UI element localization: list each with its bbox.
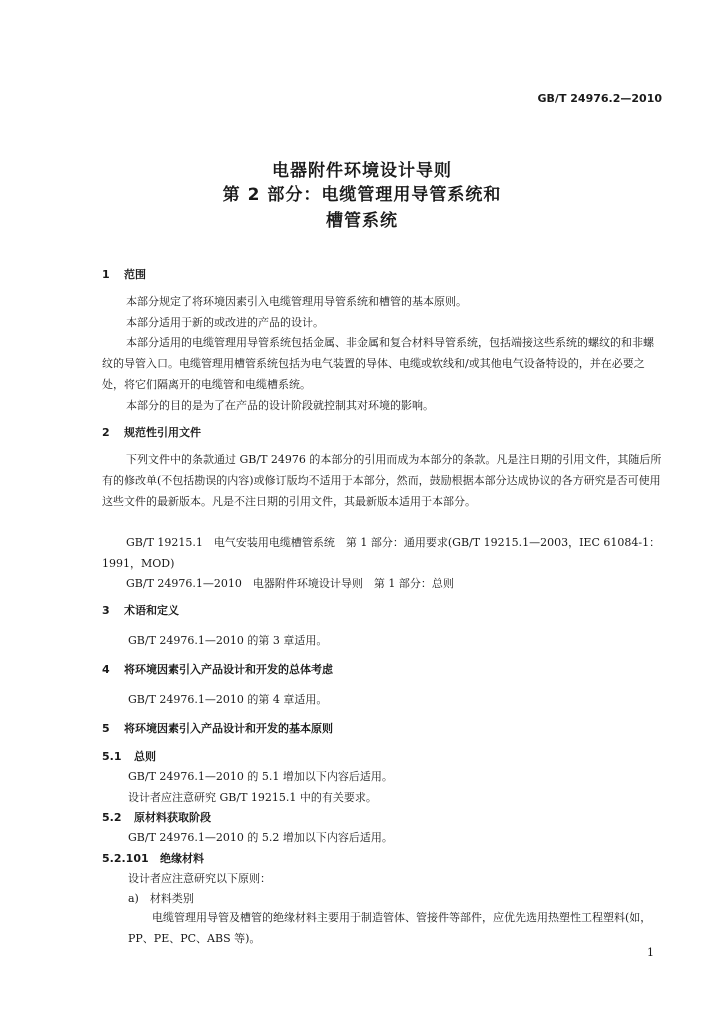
page-number: 1 [647, 946, 654, 959]
section-title: 范围 [124, 268, 146, 281]
section-3-heading [102, 602, 179, 618]
paragraph: 本部分适用于新的或改进的产品的设计。 [126, 316, 324, 329]
section-title: 将环境因素引入产品设计和开发的总体考虑 [124, 663, 333, 676]
section-title: 总则 [134, 750, 156, 763]
reference-entry: GB/T 19215.1 电气安装用电缆槽管系统 第 1 部分：通用要求(GB/T 19215.1—2003，IEC 61084-1：1991，MOD) [102, 536, 661, 570]
subsection-5-1-heading [102, 748, 156, 764]
list-item-title: 材料类别 [149, 892, 194, 905]
title-line-1: 电器附件环境设计导则 [272, 161, 452, 181]
paragraph: GB/T 24976.1—2010 的第 3 章适用。 [128, 634, 328, 647]
paragraph: GB/T 24976.1—2010 的 5.2 增加以下内容后适用。 [128, 831, 393, 844]
subsection-5-2-101-heading [102, 850, 204, 866]
section-4-heading [102, 661, 333, 677]
section-number: 3 [102, 604, 110, 617]
section-title: 原材料获取阶段 [134, 811, 211, 824]
paragraph: GB/T 24976.1—2010 的第 4 章适用。 [128, 693, 328, 706]
paragraph: 设计者应注意研究以下原则： [128, 872, 271, 885]
section-number: 5 [102, 722, 110, 735]
paragraph: 下列文件中的条款通过 GB/T 24976 的本部分的引用而成为本部分的条款。凡是注日期的引用文件，其随后所有的修改单(不包括勘误的内容)或修订版均不适用于本部分，然而，鼓励根据本部分达成协议的各方研究是否可使用这些文件的最新版本。凡是不注日期的引用文件，其最新版本适用于本部分。 [102, 453, 662, 508]
paragraph: GB/T 24976.1—2010 的 5.1 增加以下内容后适用。 [128, 770, 393, 783]
subsection-5-2-heading [102, 809, 211, 825]
section-title: 绝缘材料 [160, 852, 204, 865]
title-line-2: 第 2 部分：电缆管理用导管系统和 [222, 185, 502, 205]
section-2-heading [102, 424, 201, 440]
section-1-heading [102, 266, 146, 282]
list-item-text: 电缆管理用导管及槽管的绝缘材料主要用于制造管体、管接件等部件，应优先选用热塑性工程塑料(如，PP、PE、PC、ABS 等)。 [128, 911, 652, 945]
section-number: 5.1 [102, 750, 122, 763]
paragraph: 设计者应注意研究 GB/T 19215.1 中的有关要求。 [128, 791, 377, 804]
standard-code: GB/T 24976.2—2010 [537, 92, 662, 105]
reference-entry: GB/T 24976.1—2010 电器附件环境设计导则 第 1 部分：总则 [126, 577, 454, 590]
section-title: 术语和定义 [124, 604, 179, 617]
section-title: 将环境因素引入产品设计和开发的基本原则 [124, 722, 333, 735]
section-number: 5.2 [102, 811, 122, 824]
section-number: 2 [102, 426, 110, 439]
section-number: 4 [102, 663, 110, 676]
title-line-3: 槽管系统 [326, 211, 398, 231]
section-title: 规范性引用文件 [124, 426, 201, 439]
paragraph: 本部分规定了将环境因素引入电缆管理用导管系统和槽管的基本原则。 [126, 295, 467, 308]
list-item-a-heading [128, 890, 194, 906]
section-number: 1 [102, 268, 110, 281]
paragraph: 本部分的目的是为了在产品的设计阶段就控制其对环境的影响。 [126, 399, 434, 412]
section-5-heading [102, 720, 333, 736]
section-number: 5.2.101 [102, 852, 149, 865]
list-item-label: a) [128, 892, 139, 905]
paragraph: 本部分适用的电缆管理用导管系统包括金属、非金属和复合材料导管系统，包括端接这些系统的螺纹的和非螺纹的导管入口。电缆管理用槽管系统包括为电气装置的导体、电缆或软线和/或其他电气设备特设的，并在必要之处，将它们隔离开的电缆管和电缆槽系统。 [102, 336, 654, 391]
